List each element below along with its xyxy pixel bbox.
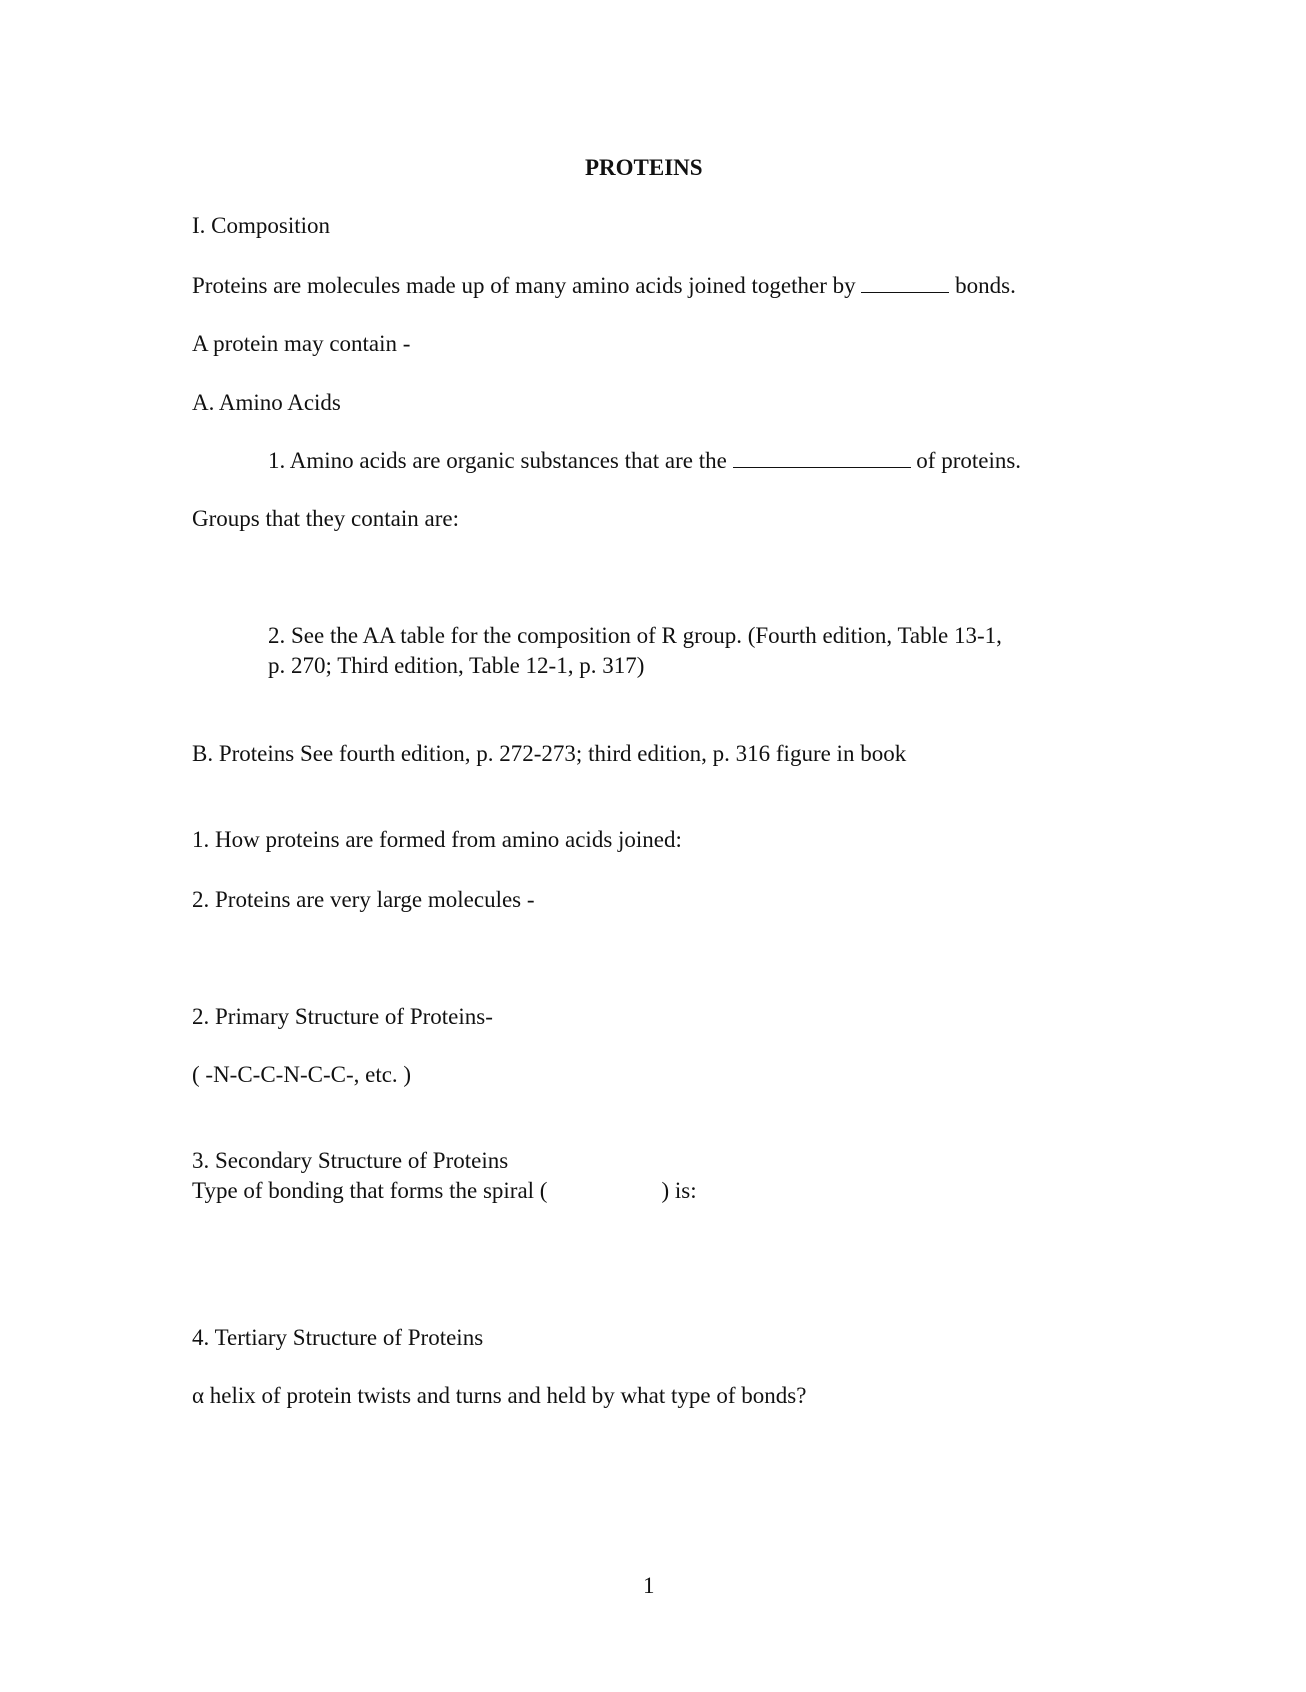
primary-chain-text: ( -N-C-C-N-C-C-, etc. ) xyxy=(192,1062,412,1087)
subsection-proteins: B. Proteins See fourth edition, p. 272-273; third edition, p. 316 figure in book xyxy=(192,741,907,766)
composition-text-before: Proteins are molecules made up of many amino acids joined together by xyxy=(192,273,862,298)
secondary-bonding-after: ) is: xyxy=(661,1178,697,1203)
proteins-item-1: 1. How proteins are formed from amino acids joined: xyxy=(192,827,682,852)
section-heading-composition: I. Composition xyxy=(192,213,331,238)
may-contain-text: A protein may contain - xyxy=(192,331,411,356)
page-title: PROTEINS xyxy=(585,155,703,180)
secondary-bonding-before: Type of bonding that forms the spiral ( xyxy=(192,1178,548,1203)
composition-text-after: bonds. xyxy=(949,273,1016,298)
tertiary-structure-heading: 4. Tertiary Structure of Proteins xyxy=(192,1325,484,1350)
amino-item-1-before: 1. Amino acids are organic substances that are the xyxy=(268,448,733,473)
amino-item-1-after: of proteins. xyxy=(910,448,1022,473)
secondary-structure-heading: 3. Secondary Structure of Proteins xyxy=(192,1148,509,1173)
amino-acids-item-2-line-2: p. 270; Third edition, Table 12-1, p. 317) xyxy=(268,653,645,678)
primary-structure-heading: 2. Primary Structure of Proteins- xyxy=(192,1004,493,1029)
proteins-item-2: 2. Proteins are very large molecules - xyxy=(192,887,535,912)
tertiary-question: α helix of protein twists and turns and held by what type of bonds? xyxy=(192,1383,807,1408)
bonds-blank xyxy=(861,274,949,293)
building-blocks-blank xyxy=(733,449,911,468)
subsection-amino-acids: A. Amino Acids xyxy=(192,390,341,415)
amino-acids-item-2-line-1: 2. See the AA table for the composition of R group. (Fourth edition, Table 13-1, xyxy=(268,623,1002,648)
amino-acids-item-1 xyxy=(268,447,1021,475)
composition-paragraph xyxy=(192,272,1016,300)
page-number: 1 xyxy=(643,1573,655,1598)
groups-contain-text: Groups that they contain are: xyxy=(192,506,459,531)
secondary-bonding-question xyxy=(192,1177,697,1205)
